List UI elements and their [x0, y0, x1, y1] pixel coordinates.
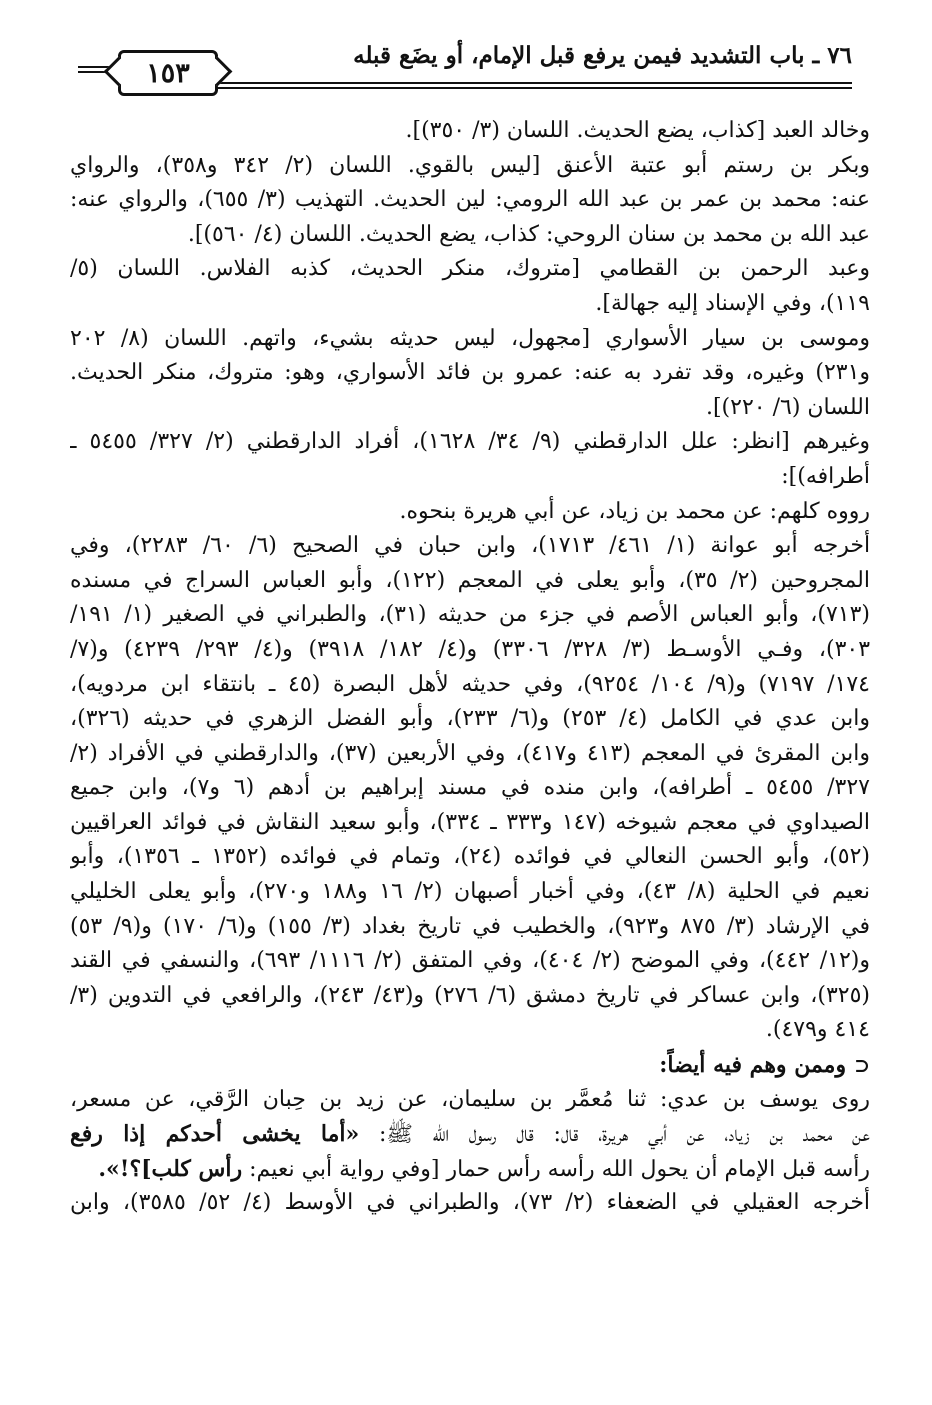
page-number-badge [118, 50, 218, 96]
text-line: وابن المقرئ في المعجم (٤١٣ و٤١٧)، وفي الأربعين (٣٧)، والدارقطني في الأفراد (٢/ [70, 740, 870, 766]
section-text [70, 1083, 870, 1221]
text-line: ١١٩)، وفي الإسناد إليه جهالة]. [595, 290, 870, 316]
text-line: أخرجه العقيلي في الضعفاء (٢/ ٧٣)، والطبراني في الأوسط (٤/ ٥٢/ ٣٥٨٥)، وابن [70, 1190, 870, 1216]
section-heading-line [70, 1048, 870, 1083]
section-bullet-icon: ⊂ [854, 1055, 870, 1078]
text-line: وغيرهم [انظر: علل الدارقطني (٩/ ٣٤/ ١٦٢٨)، أفراد الدارقطني (٢/ ٣٢٧/ ٥٤٥٥ ـ [70, 429, 870, 455]
text-line: روى يوسف بن عدي: ثنا مُعمَّر بن سليمان، عن زيد بن حِبان الرَّقي، عن مسعر، [70, 1086, 870, 1112]
text-line: وبكر بن رستم أبو عتبة الأعنق [ليس بالقوي. اللسان (٢/ ٣٤٢ و٣٥٨)، والرواي [70, 152, 870, 178]
text-line: عن محمد بن زياد، عن أبي هريرة، قال: قال رسول الله ﷺ: «أما يخشى أحدكم إذا رفع [70, 1121, 870, 1148]
text-line: و٢٣١) وغيره، وقد تفرد به عنه: عمرو بن فائد الأسواري، وهو: متروك، منكر الحديث. [70, 360, 870, 386]
main-text [70, 114, 870, 1048]
text-line: أطرافه)]: [781, 463, 870, 489]
text-line: ٣٢٧/ ٥٤٥٥ ـ أطرافه)، وابن منده في مسند إبراهيم بن أدهم (٦ و٧)، وابن جميع [70, 775, 870, 801]
text-line: أخرجه أبو عوانة (١/ ٤٦١/ ١٧١٣)، وابن حبان في الصحيح (٦/ ٦٠/ ٢٢٨٣)، وفي [70, 533, 870, 559]
text-line: وعبد الرحمن بن القطامي [متروك، منكر الحديث، كذبه الفلاس. اللسان (٥/ [70, 256, 870, 282]
page-number: ١٥٣ [146, 57, 190, 89]
text-line: وخالد العبد [كذاب، يضع الحديث. اللسان (٣/ ٣٥٠)]. [405, 118, 870, 143]
text-line: (٥٢)، وأبو الحسن النعالي في فوائده (٢٤)، وتمام في فوائده (١٣٥٢ ـ ١٣٥٦)، وأبو [70, 844, 870, 870]
running-title: ٧٦ ـ باب التشديد فيمن يرفع قبل الإمام، أو يضَع قبله [353, 42, 852, 69]
header-rule [208, 82, 852, 89]
text-line: الصيداوي في معجم شيوخه (١٤٧ و٣٣٣ ـ ٣٣٤)، وأبو سعيد النقاش في فوائد العراقيين [70, 809, 870, 835]
text-line: نعيم في الحلية (٨/ ٤٣)، وفي أخبار أصبهان (٢/ ١٦ و١٨٨ و٢٧٠)، وأبو يعلى الخليلي [70, 879, 870, 905]
text-line: ١٧٤/ ٧١٩٧) و(٩/ ١٠٤/ ٩٢٥٤)، وفي حديثه لأهل البصرة (٤٥ ـ بانتقاء ابن مردويه)، [70, 671, 870, 697]
text-line: (٧١٣)، وأبو العباس الأصم في جزء من حديثه (٣١)، والطبراني في الصغير (١/ ١٩١/ [70, 602, 870, 628]
text-line: المجروحين (٢/ ٣٥)، وأبو يعلى في المعجم (١٢٢)، وأبو العباس السراج في مسنده [70, 567, 870, 593]
text-line: وموسى بن سيار الأسواري [مجهول، ليس حديثه بشيء، واتهم. اللسان (٨/ ٢٠٢ [70, 325, 870, 351]
text-line: عبد الله بن محمد بن سنان الروحي: كذاب، يضع الحديث. اللسان (٤/ ٥٦٠)]. [187, 221, 870, 247]
text-line: و(١٢/ ٤٤٢)، وفي الموضح (٢/ ٤٠٤)، وفي المتفق (٢/ ١١١٦/ ٦٩٣)، والنسفي في القند [70, 948, 870, 974]
text-line: رأسه قبل الإمام أن يحول الله رأسه رأس حمار [وفي رواية أبي نعيم: رأس كلب]؟!». [98, 1155, 870, 1182]
text-line: ٣٠٣)، وفـي الأوسـط (٣/ ٣٢٨/ ٣٣٠٦) و(٤/ ١٨٢/ ٣٩١٨) و(٤/ ٢٩٣/ ٤٢٣٩) و(٧/ [70, 636, 870, 662]
text-line: رووه كلهم: عن محمد بن زياد، عن أبي هريرة بنحوه. [399, 498, 870, 524]
text-line: وابن عدي في الكامل (٤/ ٢٥٣) و(٦/ ٢٣٣)، وأبو الفضل الزهري في حديثه (٣٢٦)، [70, 706, 870, 732]
page-body [70, 114, 870, 1221]
text-line: (٣٢٥)، وابن عساكر في تاريخ دمشق (٦/ ٢٧٦) و(٤٣/ ٢٤٣)، والرافعي في التدوين (٣/ [70, 982, 870, 1008]
section-heading: وممن وهم فيه أيضاً: [659, 1052, 847, 1079]
running-header [78, 38, 852, 98]
text-line: عنه: محمد بن عمر بن عبد الله الرومي: لين الحديث. التهذيب (٣/ ٦٥٥)، والرواي عنه: [70, 187, 870, 213]
text-line: اللسان (٦/ ٢٢٠)]. [705, 394, 870, 420]
text-line: ٤١٤ و٤٧٩). [765, 1017, 870, 1043]
text-line: في الإرشاد (٣/ ٨٧٥ و٩٢٣)، والخطيب في تاريخ بغداد (٣/ ١٥٥) و(٦/ ١٧٠) و(٩/ ٥٣) [70, 913, 870, 939]
